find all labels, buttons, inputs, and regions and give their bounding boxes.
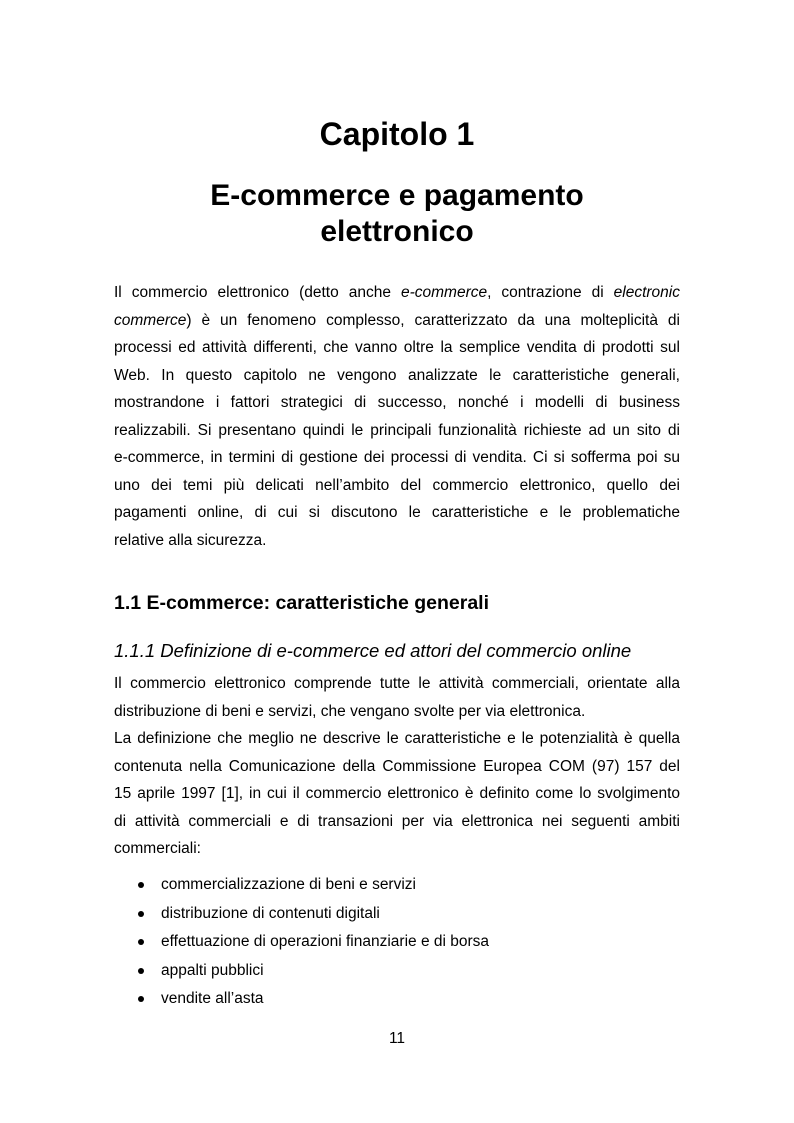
- intro-line: uno dei temi più delicati nell’ambito del commercio elettronico, quello dei: [114, 476, 680, 494]
- bullet-icon: [138, 911, 144, 917]
- bullet-icon: [138, 968, 144, 974]
- intro-line: commerce) è un fenomeno complesso, caratterizzato da una molteplicità di: [114, 311, 680, 329]
- chapter-title-line-2: elettronico: [320, 215, 474, 248]
- list-item: vendite all’asta: [134, 985, 489, 1014]
- list-item: effettuazione di operazioni finanziarie e di borsa: [134, 928, 489, 957]
- paragraph-line: La definizione che meglio ne descrive le caratteristiche e le potenzialità è quella: [114, 730, 680, 747]
- bullet-icon: [138, 939, 144, 945]
- intro-line: e-commerce, in termini di gestione dei processi di vendita. Ci si sofferma poi su: [114, 449, 680, 466]
- definition-paragraph: [114, 670, 680, 725]
- paragraph-line: distribuzione di beni e servizi, che vengano svolte per via elettronica.: [114, 702, 586, 720]
- chapter-number: Capitolo 1: [319, 116, 475, 152]
- list-item: commercializzazione di beni e servizi: [134, 871, 489, 900]
- bullet-icon: [138, 882, 144, 888]
- section-heading: 1.1 E-commerce: caratteristiche generali: [114, 592, 490, 614]
- intro-line: relative alla sicurezza.: [114, 531, 267, 549]
- intro-line: mostrandone i fattori strategici di successo, nonché i modelli di business: [114, 394, 680, 411]
- chapter-title: [0, 178, 794, 250]
- intro-line: Web. In questo capitolo ne vengono analizzate le caratteristiche generali,: [114, 366, 680, 384]
- list-item: distribuzione di contenuti digitali: [134, 900, 489, 929]
- intro-line: processi ed attività differenti, che vanno oltre la semplice vendita di prodotti sul: [114, 339, 680, 356]
- paragraph-line: Il commercio elettronico comprende tutte le attività commerciali, orientate alla: [114, 675, 680, 692]
- paragraph-line: di attività commerciali e di transazioni per via elettronica nei seguenti ambiti: [114, 812, 680, 830]
- subsection-heading: 1.1.1 Definizione di e-commerce ed attori del commercio online: [114, 640, 632, 661]
- chapter-title-line-1: E-commerce e pagamento: [210, 179, 584, 212]
- commission-paragraph: [114, 725, 680, 863]
- intro-line: realizzabili. Si presentano quindi le principali funzionalità richieste ad un sito di: [114, 421, 680, 439]
- intro-line: Il commercio elettronico (detto anche e-commerce, contrazione di electronic: [114, 284, 680, 301]
- bullet-icon: [138, 996, 144, 1002]
- paragraph-line: 15 aprile 1997 [1], in cui il commercio elettronico è definito come lo svolgimento: [114, 785, 680, 802]
- intro-paragraph: [114, 279, 680, 554]
- paragraph-line: commerciali:: [114, 840, 201, 857]
- paragraph-line: contenuta nella Comunicazione della Commissione Europea COM (97) 157 del: [114, 757, 680, 775]
- bullet-list: [134, 871, 489, 1014]
- list-item: appalti pubblici: [134, 957, 489, 986]
- intro-line: pagamenti online, di cui si discutono le caratteristiche e le problematiche: [114, 504, 680, 521]
- page-number: 11: [388, 1030, 406, 1047]
